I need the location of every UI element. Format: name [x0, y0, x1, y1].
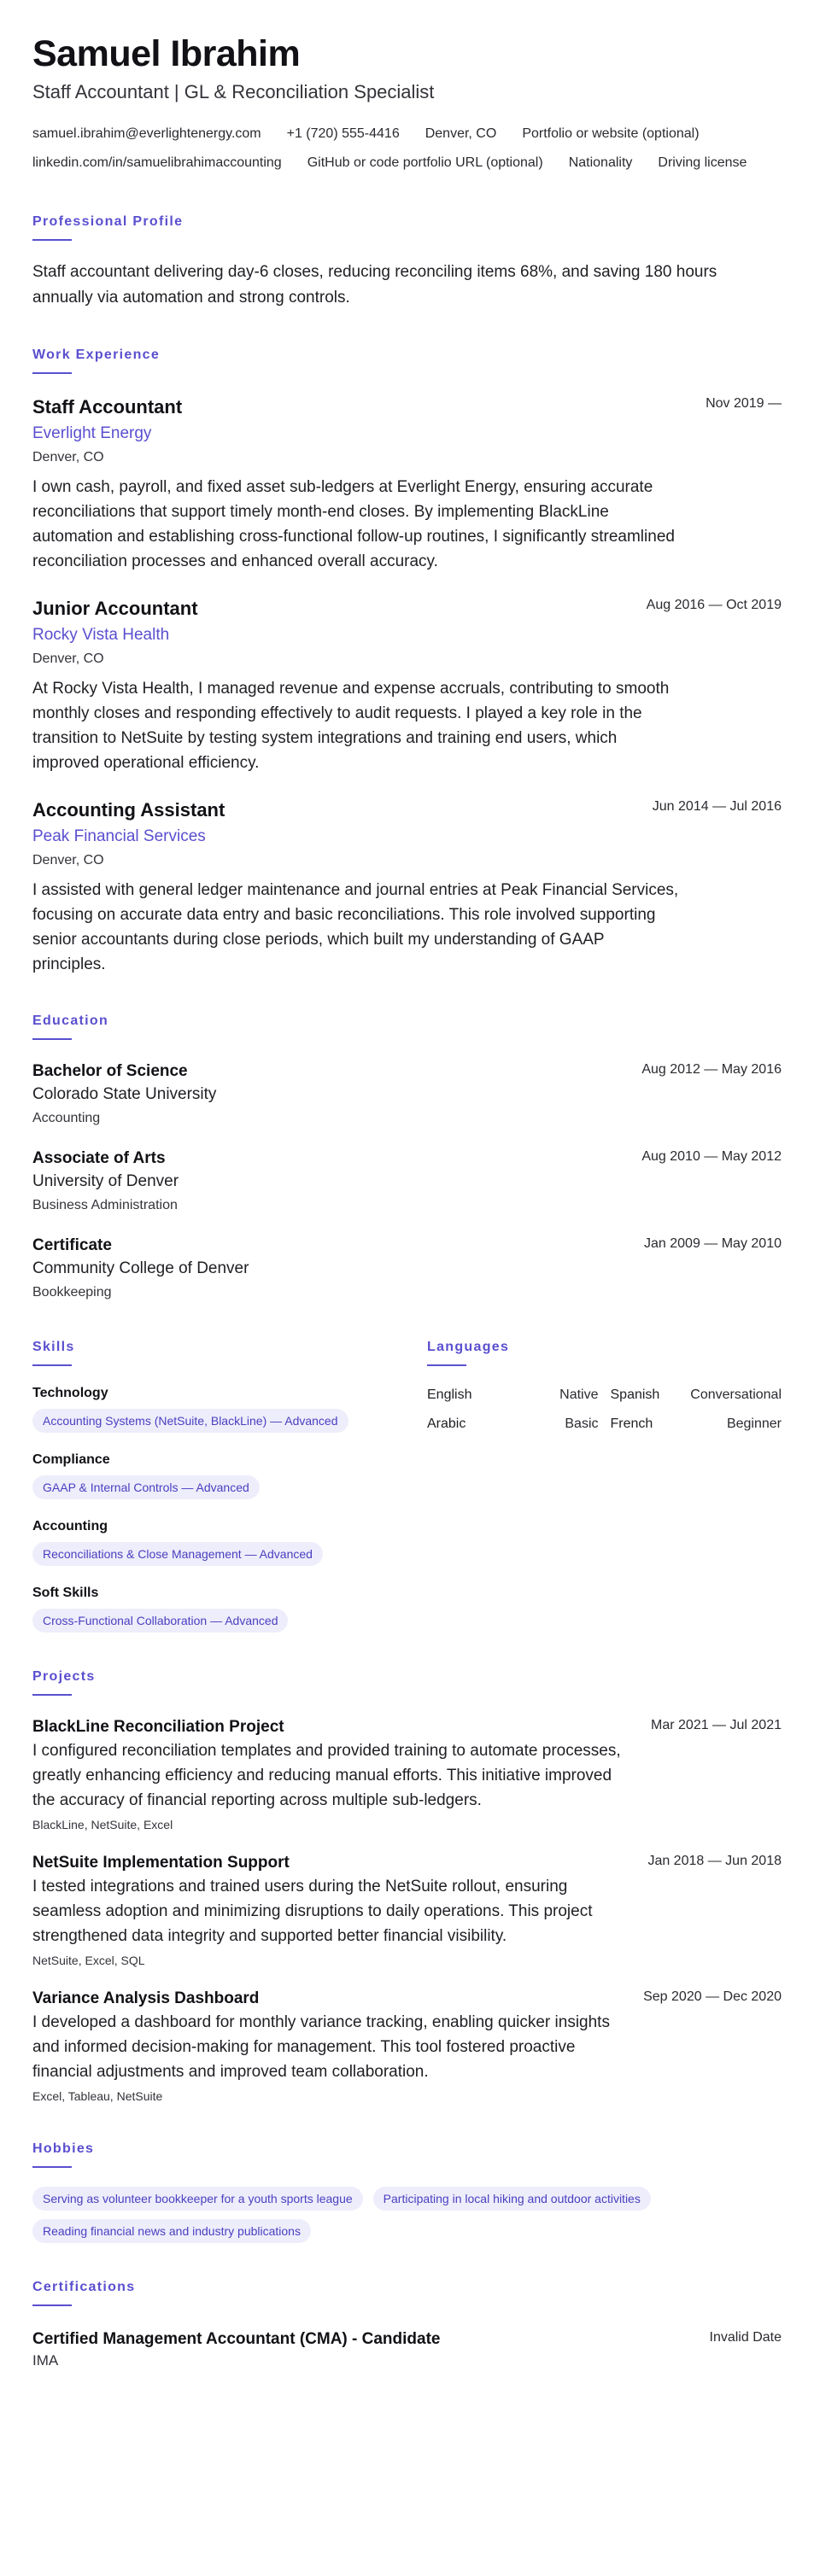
skill-category: Compliance	[32, 1452, 110, 1467]
education-school: University of Denver	[32, 1172, 179, 1190]
job-dates: Aug 2016 — Oct 2019	[646, 598, 782, 612]
job-entry	[32, 596, 782, 775]
job-location: Denver, CO	[32, 450, 104, 464]
profile-summary: Staff accountant delivering day-6 closes, reducing reconciling items 68%, and saving 180 hours annually via automation and strong controls.	[32, 263, 717, 307]
project-description: I configured reconciliation templates and provided training to automate processes, greatly enhancing efficiency and reducing manual efforts. This initiative improved the accuracy of financial reporting across multiple sub-ledgers.	[32, 1742, 621, 1809]
section-divider	[32, 239, 72, 241]
certifications-section	[32, 2279, 782, 2371]
job-dates: Nov 2019 —	[706, 396, 782, 411]
section-title: Professional Profile	[32, 214, 184, 229]
job-title: Staff Accountant	[32, 396, 183, 418]
education-degree: Certificate	[32, 1236, 112, 1254]
job-list	[32, 394, 782, 977]
contact-driving-license: Driving license	[658, 155, 747, 170]
job-entry	[32, 394, 782, 574]
education-school: Community College of Denver	[32, 1259, 249, 1277]
skills-languages-row	[32, 1339, 782, 1633]
education-field: Accounting	[32, 1111, 101, 1125]
project-title: BlackLine Reconciliation Project	[32, 1718, 284, 1736]
section-title: Languages	[427, 1340, 510, 1354]
education-dates: Aug 2010 — May 2012	[641, 1149, 782, 1164]
hobby-tag: Reading financial news and industry publications	[32, 2219, 311, 2243]
education-entry	[32, 1060, 782, 1129]
section-divider	[427, 1364, 466, 1366]
candidate-headline: Staff Accountant | GL & Reconciliation Specialist	[32, 81, 435, 102]
job-description: At Rocky Vista Health, I managed revenue and expense accruals, contributing to smooth monthly closes and responding effectively to audit requests. I played a key role in the transition to NetSuite by testing system integrations and training end users, which improved operational efficiency.	[32, 680, 670, 772]
education-dates: Aug 2012 — May 2016	[641, 1062, 782, 1077]
project-list	[32, 1716, 782, 2105]
project-tech-stack: BlackLine, NetSuite, Excel	[32, 1818, 173, 1831]
education-section	[32, 1013, 782, 1303]
section-title: Work Experience	[32, 348, 161, 362]
contact-phone[interactable]: +1 (720) 555-4416	[286, 126, 400, 141]
section-divider	[32, 2304, 72, 2306]
section-title: Certifications	[32, 2280, 136, 2294]
job-company: Rocky Vista Health	[32, 626, 170, 644]
certification-entry	[32, 2328, 782, 2371]
contact-location: Denver, CO	[425, 126, 497, 141]
education-field: Bookkeeping	[32, 1285, 112, 1300]
project-entry	[32, 1716, 782, 1833]
job-description: I assisted with general ledger maintenance and journal entries at Peak Financial Services, focusing on accurate data entry and basic reconciliations. This role involved supporting senior accountants during close periods, which built my understanding of GAAP principles.	[32, 881, 679, 973]
job-title: Junior Accountant	[32, 598, 198, 619]
section-title: Hobbies	[32, 2141, 95, 2156]
language-item	[427, 1416, 599, 1433]
job-location: Denver, CO	[32, 651, 104, 666]
job-title: Accounting Assistant	[32, 799, 225, 821]
section-divider	[32, 1038, 72, 1040]
section-title: Projects	[32, 1669, 96, 1684]
section-divider	[32, 1694, 72, 1696]
skill-tag: Cross-Functional Collaboration — Advanced	[32, 1609, 288, 1633]
section-divider	[32, 372, 72, 374]
contact-email[interactable]: samuel.ibrahim@everlightenergy.com	[32, 126, 261, 141]
section-title: Education	[32, 1013, 109, 1028]
experience-section	[32, 347, 782, 977]
language-name: English	[427, 1387, 472, 1402]
certification-issuer: IMA	[32, 2352, 59, 2369]
job-location: Denver, CO	[32, 853, 104, 867]
hobby-tag: Serving as volunteer bookkeeper for a youth sports league	[32, 2187, 363, 2211]
contact-github[interactable]: GitHub or code portfolio URL (optional)	[307, 155, 543, 170]
skill-category: Soft Skills	[32, 1586, 99, 1600]
job-entry	[32, 797, 782, 977]
project-title: Variance Analysis Dashboard	[32, 1989, 260, 2007]
skill-tag: Reconciliations & Close Management — Advanced	[32, 1542, 323, 1566]
contact-portfolio[interactable]: Portfolio or website (optional)	[522, 126, 700, 141]
education-list	[32, 1060, 782, 1303]
skill-category: Technology	[32, 1386, 108, 1400]
project-title: NetSuite Implementation Support	[32, 1854, 290, 1872]
skill-tag: GAAP & Internal Controls — Advanced	[32, 1475, 260, 1499]
language-list	[427, 1387, 782, 1433]
job-company: Peak Financial Services	[32, 827, 206, 845]
projects-section	[32, 1668, 782, 2105]
skill-tag: Accounting Systems (NetSuite, BlackLine) — Advanced	[32, 1409, 348, 1433]
hobby-list	[32, 2187, 782, 2243]
certification-date: Invalid Date	[709, 2330, 782, 2345]
project-entry	[32, 1852, 782, 1969]
project-dates: Jan 2018 — Jun 2018	[647, 1854, 782, 1868]
language-item	[611, 1387, 782, 1404]
hobby-tag: Participating in local hiking and outdoor activities	[373, 2187, 651, 2211]
languages-section	[427, 1339, 782, 1633]
hobbies-section	[32, 2141, 782, 2243]
section-title: Skills	[32, 1340, 75, 1354]
project-entry	[32, 1988, 782, 2105]
profile-section	[32, 213, 782, 311]
language-level: Beginner	[726, 1417, 782, 1431]
education-degree: Bachelor of Science	[32, 1062, 188, 1080]
job-company: Everlight Energy	[32, 424, 152, 442]
education-entry	[32, 1148, 782, 1216]
contact-nationality: Nationality	[568, 155, 633, 170]
language-name: Arabic	[427, 1417, 466, 1431]
skills-section	[32, 1339, 427, 1633]
language-level: Native	[559, 1387, 599, 1402]
skill-category: Accounting	[32, 1519, 108, 1533]
section-divider	[32, 1364, 72, 1366]
language-item	[427, 1387, 599, 1404]
education-entry	[32, 1235, 782, 1303]
project-description: I developed a dashboard for monthly variance tracking, enabling quicker insights and informed decision-making for management. This tool fostered proactive financial adjustments and improved team collaboration.	[32, 2013, 610, 2081]
contact-list	[32, 120, 782, 178]
resume-header	[32, 32, 782, 178]
project-description: I tested integrations and trained users during the NetSuite rollout, ensuring seamless adoption and minimizing disruptions to daily operations. This project strengthened data integrity and supported better financial visibility.	[32, 1878, 593, 1945]
project-tech-stack: NetSuite, Excel, SQL	[32, 1954, 145, 1967]
education-dates: Jan 2009 — May 2010	[644, 1236, 782, 1251]
project-dates: Mar 2021 — Jul 2021	[651, 1718, 782, 1732]
candidate-name: Samuel Ibrahim	[32, 33, 301, 74]
education-degree: Associate of Arts	[32, 1149, 166, 1167]
project-tech-stack: Excel, Tableau, NetSuite	[32, 2089, 163, 2103]
language-name: Spanish	[610, 1387, 660, 1402]
contact-linkedin[interactable]: linkedin.com/in/samuelibrahimaccounting	[32, 155, 282, 170]
language-name: French	[610, 1417, 653, 1431]
job-description: I own cash, payroll, and fixed asset sub-ledgers at Everlight Energy, ensuring accurate reconciliations that support timely month-end closes. By implementing BlackLine automation and establishing cross-functional follow-up routines, I significantly streamlined reconciliation processes and enhanced overall accuracy.	[32, 478, 675, 570]
job-dates: Jun 2014 — Jul 2016	[652, 799, 782, 814]
section-divider	[32, 2166, 72, 2168]
education-field: Business Administration	[32, 1198, 178, 1212]
language-level: Basic	[565, 1417, 599, 1431]
language-item	[611, 1416, 782, 1433]
language-level: Conversational	[690, 1387, 782, 1402]
project-dates: Sep 2020 — Dec 2020	[643, 1989, 782, 2004]
education-school: Colorado State University	[32, 1085, 217, 1103]
certification-name: Certified Management Accountant (CMA) - Candidate	[32, 2330, 441, 2348]
